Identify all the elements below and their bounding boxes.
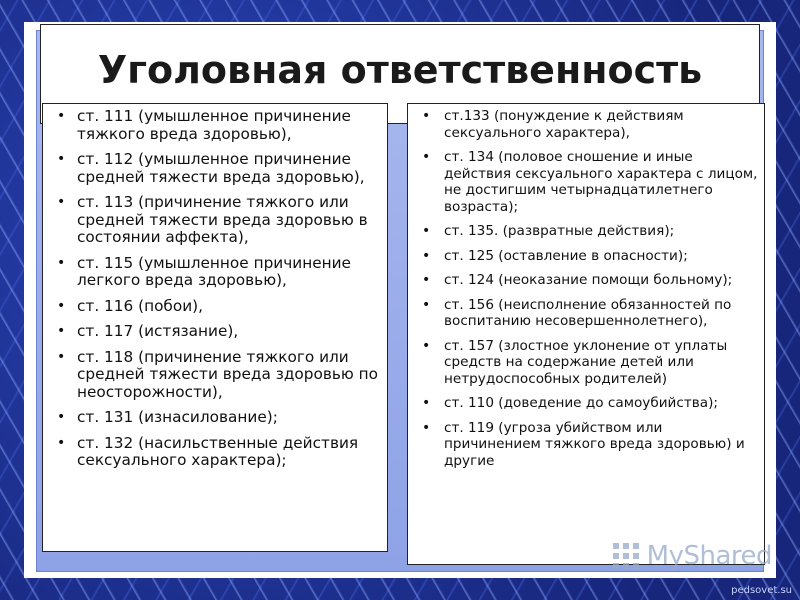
list-item xyxy=(414,395,758,412)
bullet-icon: • xyxy=(422,272,431,288)
list-item xyxy=(414,248,758,265)
list-item xyxy=(414,108,758,141)
list-item-text: ст. 124 (неоказание помощи больному); xyxy=(444,272,733,288)
list-item-text: ст.133 (понуждение к действиям сексуального характера), xyxy=(444,108,684,141)
left-list xyxy=(51,108,379,470)
list-item xyxy=(51,298,379,316)
list-item xyxy=(414,297,758,330)
list-item xyxy=(51,194,379,247)
list-item-text: ст. 156 (неисполнение обязанностей по воспитанию несовершеннолетнего), xyxy=(444,296,732,329)
list-item-text: ст. 112 (умышленное причинение средней тяжести вреда здоровью), xyxy=(77,150,365,186)
bullet-icon: • xyxy=(57,108,66,124)
bullet-icon: • xyxy=(422,223,431,239)
list-item-text: ст. 110 (доведение до самоубийства); xyxy=(444,395,718,411)
list-item-text: ст. 134 (половое сношение и иные действия сексуального характера с лицом, не достигшим четырнадцатилетнего возраста); xyxy=(444,149,758,215)
list-item-text: ст. 117 (истязание), xyxy=(77,322,239,340)
bullet-icon: • xyxy=(57,348,66,365)
page-title: Уголовная ответственность xyxy=(97,48,703,92)
watermark-logo-icon xyxy=(611,541,641,571)
list-item-text: ст. 125 (оставление в опасности); xyxy=(444,247,688,264)
watermark-text: MyShared xyxy=(646,541,772,571)
bullet-icon: • xyxy=(57,434,66,451)
list-item-text: ст. 113 (причинение тяжкого или средней тяжести вреда здоровью в состоянии аффекта), xyxy=(77,193,368,246)
list-item-text: ст. 116 (побои), xyxy=(77,296,203,315)
watermark xyxy=(611,536,772,576)
bullet-icon: • xyxy=(422,395,431,411)
list-item xyxy=(414,338,758,388)
list-item-text: ст. 115 (умышленное причинение легкого вреда здоровью), xyxy=(77,253,351,289)
bullet-icon: • xyxy=(422,149,431,165)
bullet-icon: • xyxy=(422,108,431,124)
list-item-text: ст. 135. (развратные действия); xyxy=(444,223,675,239)
list-item xyxy=(51,323,379,341)
list-item xyxy=(51,108,379,143)
bullet-icon: • xyxy=(57,151,66,167)
right-list xyxy=(414,108,758,469)
list-item xyxy=(414,420,758,470)
bullet-icon: • xyxy=(422,296,431,313)
bullet-icon: • xyxy=(57,323,66,339)
list-item xyxy=(414,272,758,289)
list-item xyxy=(51,435,379,470)
left-column xyxy=(42,103,388,552)
list-item-text: ст. 119 (угроза убийством или причинением тяжкого вреда здоровью) и другие xyxy=(444,419,745,469)
list-item xyxy=(51,349,379,402)
bullet-icon: • xyxy=(422,337,431,354)
right-column xyxy=(407,103,765,565)
bullet-icon: • xyxy=(57,194,66,210)
footer-url: pedsovet.su xyxy=(731,585,792,596)
bullet-icon: • xyxy=(57,409,66,425)
list-item xyxy=(414,149,758,215)
bullet-icon: • xyxy=(422,247,431,264)
list-item-text: ст. 131 (изнасилование); xyxy=(77,408,278,426)
list-item-text: ст. 118 (причинение тяжкого или средней тяжести вреда здоровью по неосторожности), xyxy=(77,347,378,401)
bullet-icon: • xyxy=(57,254,66,271)
list-item-text: ст. 111 (умышленное причинение тяжкого вреда здоровью), xyxy=(77,107,351,143)
bullet-icon: • xyxy=(422,419,431,436)
bullet-icon: • xyxy=(57,297,66,314)
list-item xyxy=(51,409,379,427)
list-item-text: ст. 132 (насильственные действия сексуального характера); xyxy=(77,433,359,469)
list-item xyxy=(51,255,379,290)
list-item-text: ст. 157 (злостное уклонение от уплаты средств на содержание детей или нетрудоспособных родителей) xyxy=(444,337,728,387)
list-item xyxy=(414,223,758,240)
list-item xyxy=(51,151,379,186)
